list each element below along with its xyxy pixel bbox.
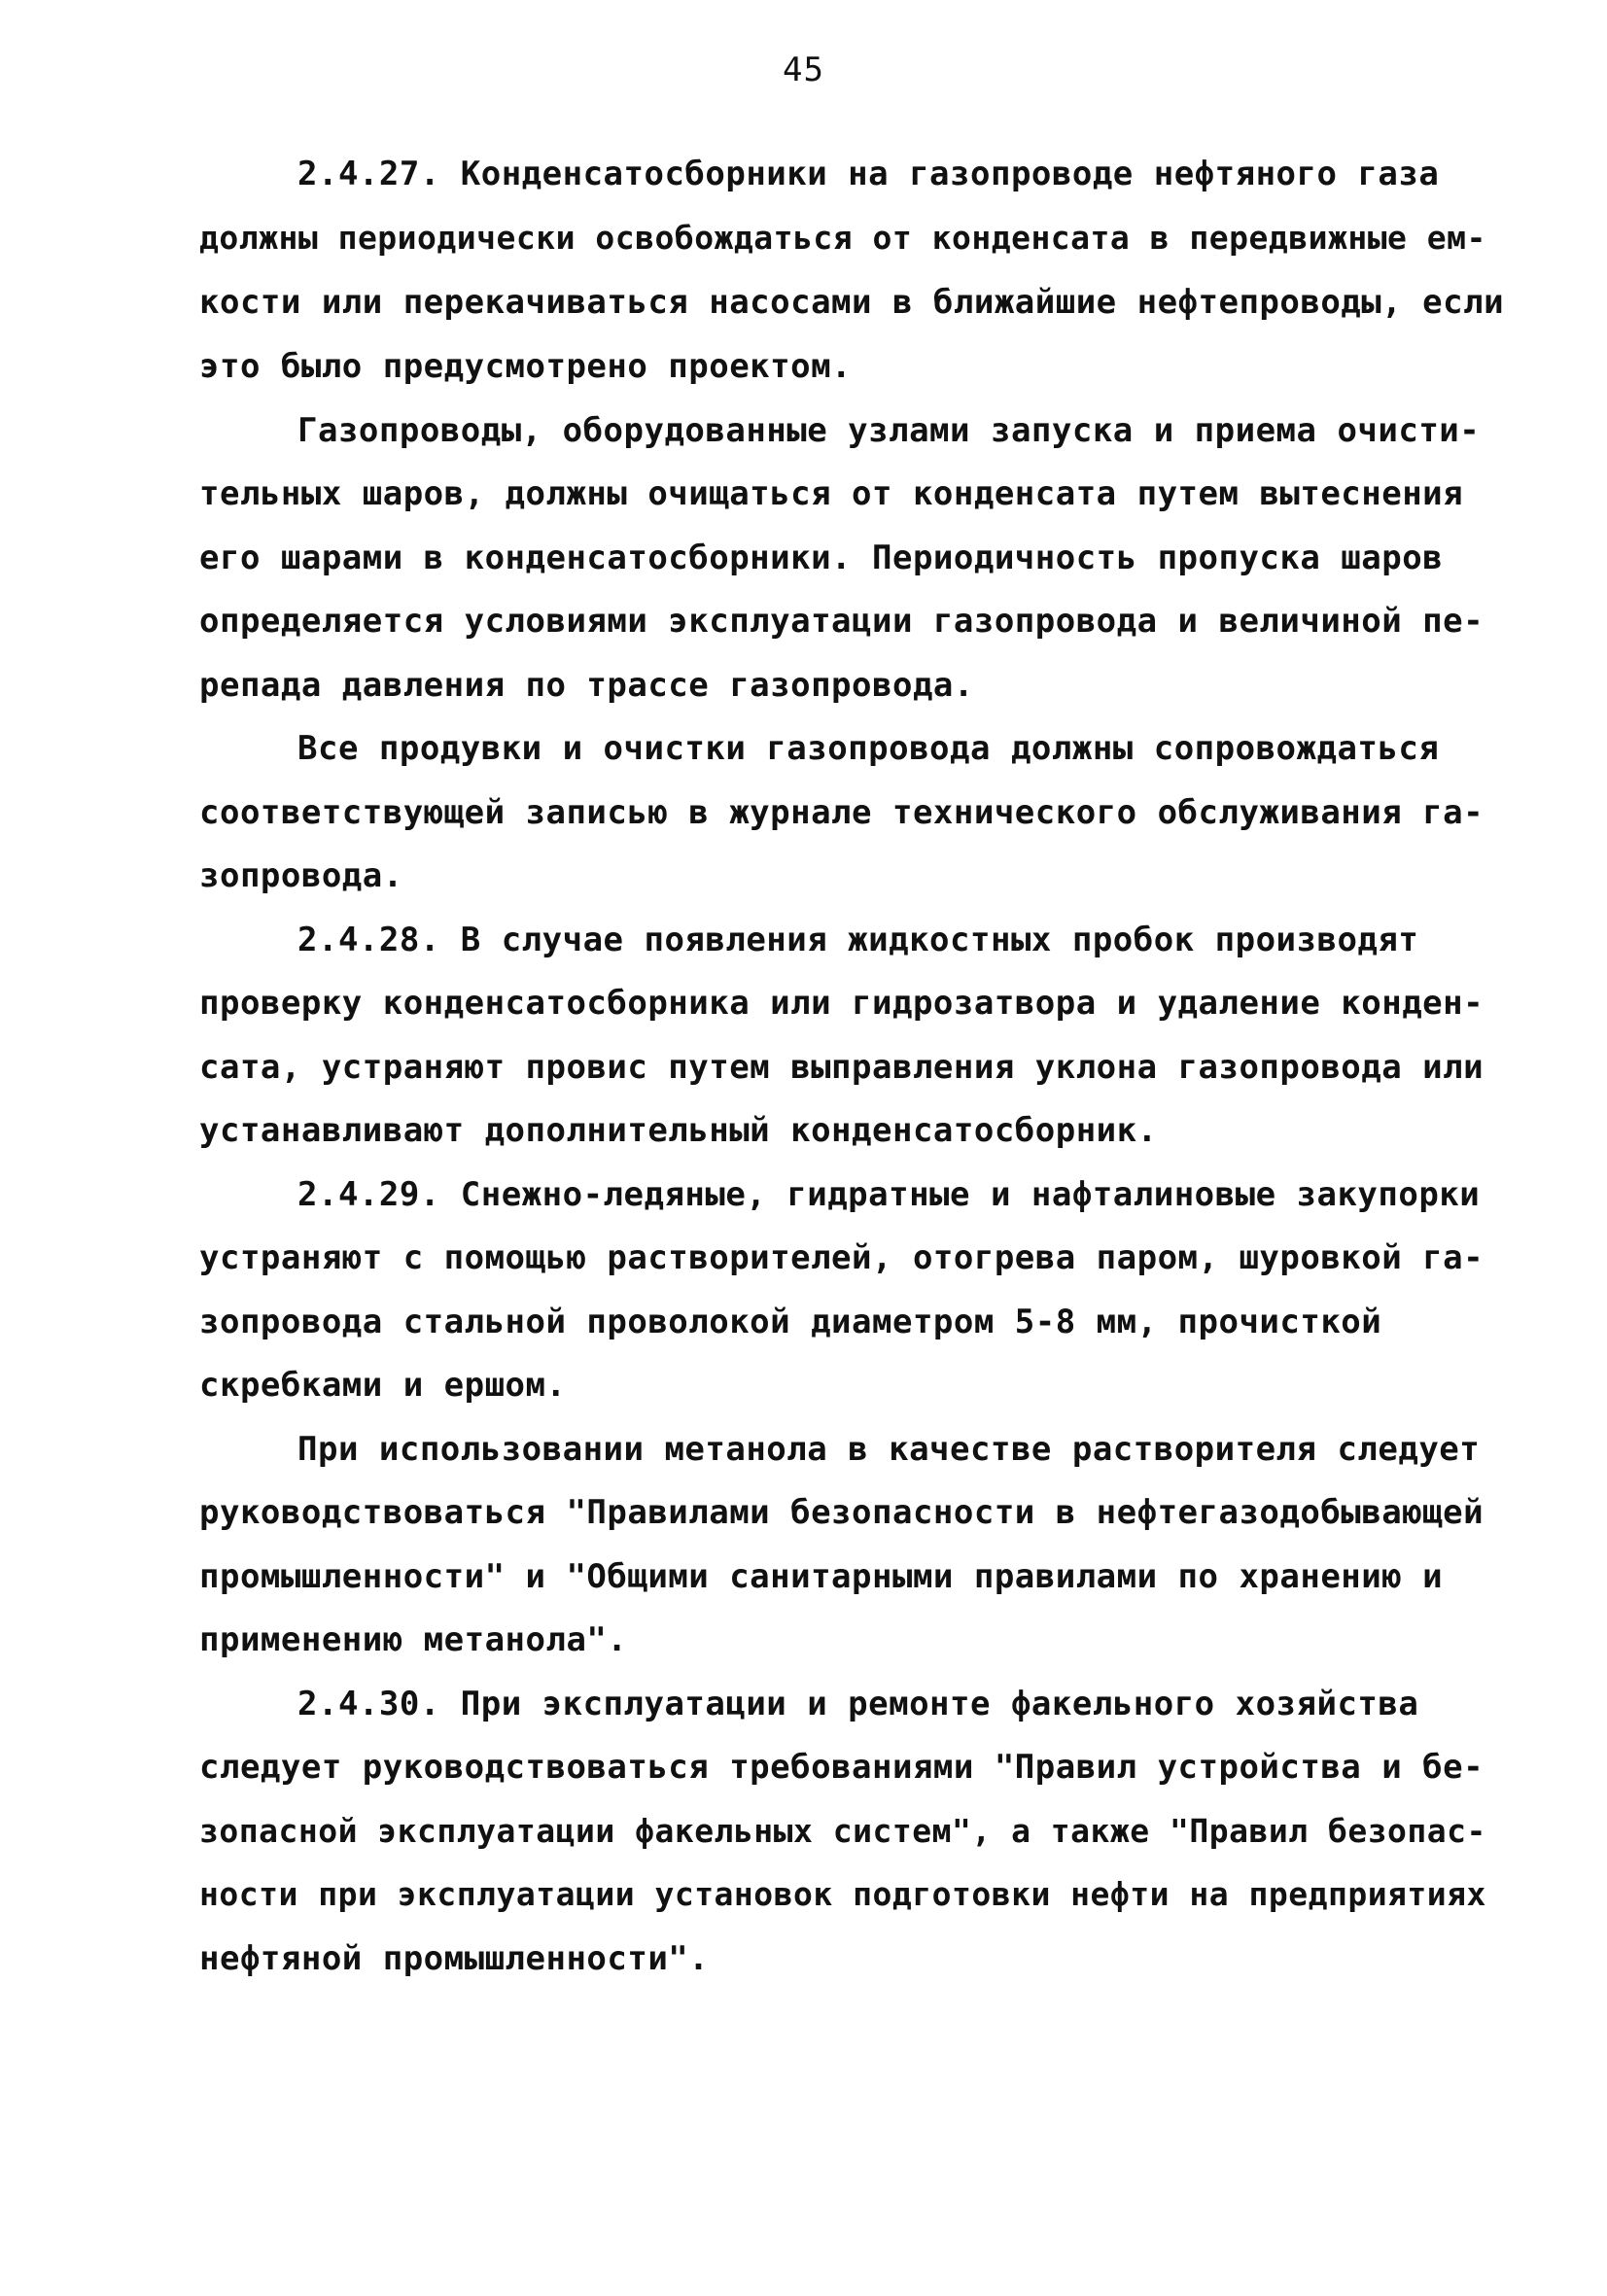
text-line: 2.4.30. При эксплуатации и ремонте факельного хозяйства — [297, 1685, 1419, 1723]
text-line: тельных шаров, должны очищаться от конденсата путем вытеснения — [199, 474, 1464, 513]
text-line: нефтяной промышленности". — [199, 1939, 710, 1978]
text-line: это было предусмотрено проектом. — [199, 347, 853, 386]
text-line: должны периодически освобождаться от конденсата в передвижные ем- — [199, 219, 1486, 257]
text-line: его шарами в конденсатосборники. Периодичность пропуска шаров — [199, 539, 1444, 577]
text-line: Газопроводы, оборудованные узлами запуска и приема очисти- — [297, 411, 1481, 450]
text-line: репада давления по трассе газопровода. — [199, 666, 974, 705]
text-line: Все продувки и очистки газопровода должны сопровождаться — [297, 729, 1440, 768]
text-line: сата, устраняют провис путем выправления уклона газопровода или — [199, 1048, 1485, 1087]
text-line: руководствоваться "Правилами безопасности в нефтегазодобывающей — [199, 1493, 1485, 1532]
text-line: 2.4.29. Снежно-ледяные, гидратные и нафталиновые закупорки — [297, 1175, 1481, 1214]
text-line: соответствующей записью в журнале технического обслуживания га- — [199, 793, 1485, 832]
text-line: зопасной эксплуатации факельных систем", а также "Правил безопас- — [199, 1812, 1486, 1850]
text-line: проверку конденсатосборника или гидрозатвора и удаление конден- — [199, 984, 1485, 1023]
text-line: устанавливают дополнительный конденсатосборник. — [199, 1111, 1158, 1150]
text-line: промышленности" и "Общими санитарными правилами по хранению и — [199, 1557, 1444, 1596]
page-number: 45 — [783, 51, 824, 89]
text-line: определяется условиями эксплуатации газопровода и величиной пе- — [199, 602, 1485, 641]
text-line: 2.4.28. В случае появления жидкостных пробок производят — [297, 921, 1419, 959]
text-line: скребками и ершом. — [199, 1366, 567, 1405]
text-line: следует руководствоваться требованиями "Правил устройства и бе- — [199, 1748, 1485, 1787]
text-line: зопровода стальной проволокой диаметром 5-8 мм, прочисткой — [199, 1303, 1382, 1341]
text-line: зопровода. — [199, 856, 403, 895]
text-line: 2.4.27. Конденсатосборники на газопроводе нефтяного газа — [297, 155, 1440, 193]
text-line: применению метанола". — [199, 1620, 628, 1659]
text-line: кости или перекачиваться насосами в ближайшие нефтепроводы, если — [199, 283, 1505, 322]
text-line: При использовании метанола в качестве растворителя следует — [297, 1430, 1481, 1469]
text-line: ности при эксплуатации установок подготовки нефти на предприятиях — [199, 1875, 1486, 1913]
text-line: устраняют с помощью растворителей, отогрева паром, шуровкой га- — [199, 1238, 1485, 1277]
